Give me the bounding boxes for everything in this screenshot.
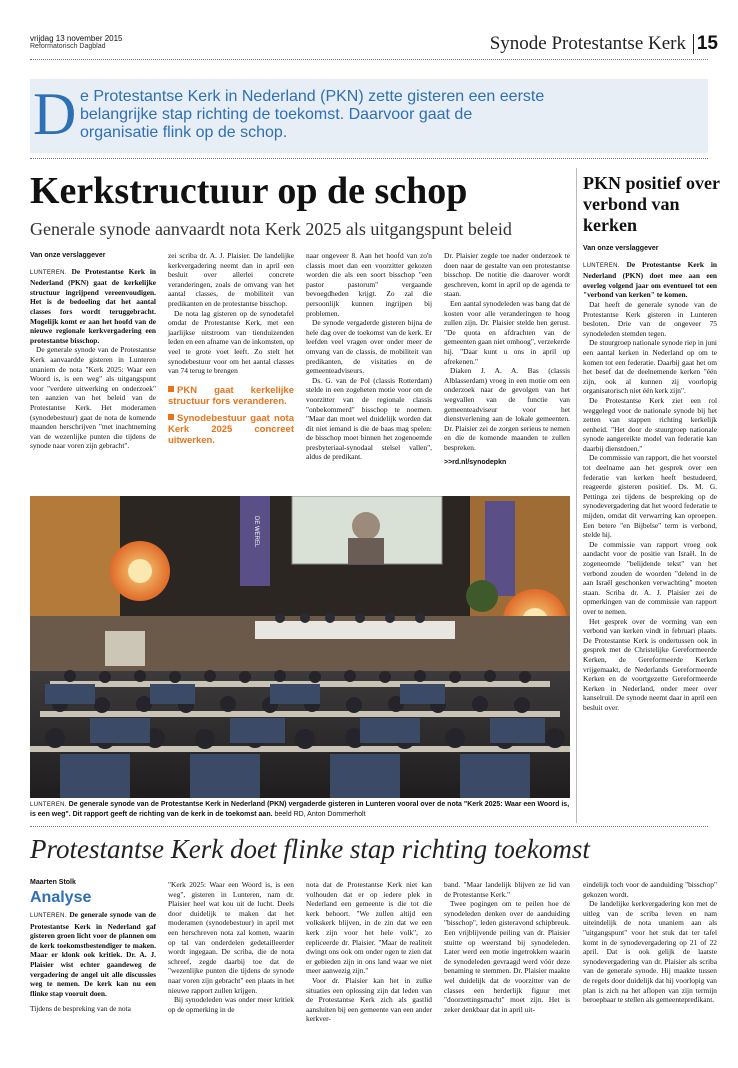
sidebar-paragraph: De Protestantse Kerk ziet een rol weggelegd voor de nationale synode bij het zetten van stappen richting kerkelijk eenheid. "Het door de stuurgroep nationale synode aangereikte model van federatie kan daarbij dienstdoen." (583, 395, 717, 453)
main-headline: Kerkstructuur op de schop (30, 170, 468, 212)
bottom-rule (30, 826, 708, 827)
analysis-paragraph: Bij synodeleden was onder meer kritiek op de opmerking in de (168, 995, 294, 1014)
sidebar-paragraph: De commissie van rapport, die het voorstel tot deelname aan het gesprek over een federatie van kerken heeft bestudeerd, reageerde gisteren positief. Ds. M. G. Pettinga zei tijdens de bespreking op de synodevergadering dat het woord federatie te mijden, omdat dit verwarring kan oproepen. Een betere "en Bijbelse" term is verbond, stelde hij. (583, 453, 717, 540)
pull-quote-2: Synodebestuur gaat nota Kerk 2025 concreet uitwerken. (168, 412, 294, 446)
sidebar-paragraph: De commissie van rapport vroeg ook aandacht voor de positie van Israël. In de zogeneomde "belijdende tekst" van het verbond zouden de woorden "delend in de aan Israël geschonken verwachting" moeten staan. Scriba dr. A. J. Plaisier zei de opmerkingen van de commissie van rapport over te nemen. (583, 539, 717, 616)
section-title: Synode Protestantse Kerk (489, 33, 686, 54)
sidebar-lead: De Protestantse Kerk in Nederland (PKN) doet mee aan een overleg volgend jaar om eventueel tot een "verbond van kerken" te komen. (583, 259, 717, 300)
analysis-paragraph: De landelijke kerkvergadering kon met de uitleg van de scriba leven en nam uiteindelijk de nota unaniem aan als "uitgangspunt" voor het stuk dat ter tafel komt in de synodevergadering op 21 of 22 april. Dat is ook gelijk de laatste synodevergadering van dr. Plaisier als scriba van de generale synode. Hij maakte tussen de regels door duidelijk dat hij voorlopig van plan is zich na het aflopen van zijn termijn beroepbaar te stellen als gemeentepredikant. (583, 899, 717, 1005)
sidebar-paragraph: De stuurgroep nationale synode riep in juni een aantal kerken in Nederland op om te komen tot een federatie. Daarbij gaat het om het besef dat de deelnemende kerken "één zijn, ook al kunnen zij voorlopig organisatorisch niet één kerk zijn". (583, 338, 717, 396)
analysis-column-5 (583, 880, 717, 1005)
square-bullet-icon (168, 386, 174, 392)
square-bullet-icon (168, 414, 174, 420)
main-paragraph: Diaken J. A. A. Bas (classis Alblasserdam) vroeg in een motie om een onderzoek naar de gevolgen van het wegvallen van de functie van gemeenteadviseur voor het dienstverlening aan de lokale gemeenten. Dr. Plaisier zei de zorgen serieus te nemen en die de komende maanden te zullen bespreken. (444, 366, 570, 452)
main-paragraph: naar ongeveer 8. Aan het hoofd van zo'n classis moet dan een voorzitter gekozen worden die als een soort bisschop "een pastor pastorum" vergaande bevoegdheden krijgt. Zo zal die persoonlijk kunnen ingrijpen bij problemen. (306, 251, 432, 318)
pull-quote-1: PKN gaat kerkelijke structuur fors veranderen. (168, 384, 294, 407)
synod-photo (30, 496, 570, 798)
main-column-2 (168, 251, 294, 446)
header-divider (693, 34, 694, 54)
intro-dropcap: D (33, 81, 77, 147)
analysis-lead: De generale synode van de Protestantse Kerk in Nederland gaf gisteren groen licht voor de plannen om de kerk toekomstbestendiger te maken. Maar er klonk ook kritiek. Dr. A. J. Plaisier wist echter gaandeweg de vergadering de angel uit alle discussies weg te nemen. De kerk kan nu een flinke stap vooruit doen. (30, 910, 156, 998)
analysis-column-4 (444, 880, 570, 1014)
main-column-1 (30, 251, 156, 451)
sidebar-column: Van onze verslaggever LUNTEREN. De Protestantse Kerk in Nederland (PKN) doet mee aan een overleg volgend jaar om eventueel tot een "verbond van kerken" te komen. Dat heeft de generale synode van de Protestantse Kerk gisteren in Lunteren besloten. Drie van de ongeveer 75 synodeleden stemden tegen. De stuurgroep nationale synode riep in juni een aantal kerken in Nederland op om te komen tot een federatie. Daarbij gaat het om het besef dat de deelnemende kerken "één zijn, ook al kunnen zij voorlopig organisatorisch niet één kerk zijn". De Protestantse Kerk ziet een rol weggelegd voor de nationale synode bij het zetten van stappen richting kerkelijk eenheid. "Het door de stuurgroep nationale synode aangereikte model van federatie kan daarbij dienstdoen." De commissie van rapport, die het voorstel tot deelname aan het gesprek over een federatie van kerken heeft bestudeerd, reageerde gisteren positief. Ds. M. G. Pettinga zei tijdens de bespreking op de synodevergadering dat het woord federatie te mijden, omdat dit verwarring kan oproepen. Een betere "en Bijbelse" term is verbond, stelde hij. De commissie van rapport vroeg ook aandacht voor de positie van Israël. In de zogeneomde "belijdende tekst" van het verbond zouden de woorden "delend in de aan Israël geschonken verwachting" moeten staan. Scriba dr. A. J. Plaisier zei de opmerkingen van de commissie van rapport over te nemen. Het gesprek over de vorming van een verbond van kerken vindt in februari plaats. De Protestantse Kerk is ondertussen ook in gesprek met de Christelijke Gereformeerde Kerken, de Gereformeerde Kerken vrijgemaakt, de Nederlands Gereformeerde Kerken en de voortgezette Gereformeerde Kerken in Nederland, onder meer over kanselruil. De synode neemt daar in april een besluit over. (583, 245, 717, 712)
sidebar-paragraph: Dat heeft de generale synode van de Protestantse Kerk gisteren in Lunteren besloten. Drie van de ongeveer 75 synodeleden stemden tegen. (583, 299, 717, 338)
sidebar-headline: PKN positief over verbond van kerken (583, 173, 720, 235)
sidebar-divider (576, 168, 577, 823)
main-paragraph: zei scriba dr. A. J. Plaisier. De landelijke kerkvergadering neemt dan in april een besluit over allerlei concrete veranderingen, zoals de omvang van het aantal classes, de mobiliteit van predikanten en de protestantse bisschop. (168, 251, 294, 308)
analysis-paragraph: Twee pogingen om te peilen hoe de synodeleden denken over de aanduiding "bisschop", leden gisteravond schipbreuk. Een vrijblijvende peiling van dr. Plaisier stuitte op weerstand bij synodeleden. Later werd een motie ingetrokken waarin de synodeleden gevraagd werd vóór deze benaming te stemmen. Dr. Plaisier maakte wel duidelijk dat de voorzitter van de classes een herderlijk figuur met "doorzettingsmacht" moet zijn. Het is zeker denkbaar dat in april uit- (444, 899, 570, 1014)
analysis-paragraph: band. "Maar landelijk blijven ze lid van de Protestantse Kerk." (444, 880, 570, 899)
analysis-column-3 (306, 880, 432, 1024)
analysis-headline: Protestantse Kerk doet flinke stap richting toekomst (30, 834, 590, 864)
analysis-paragraph: nota dat de Protestantse Kerk niet kan volhouden dat er op iedere plek in Nederland een gemeente is die tot die kerk behoort. "We zullen altijd een volkskerk blijven, in de zin dat we een kerk zijn voor het hele volk", zo repliceerde dr. Plaisier. "Maar de realiteit dwingt ons ook om onder ogen te zien dat er gebieden zijn in ons land waar we niet meer aanwezig zijn." (306, 880, 432, 976)
header-rule (30, 59, 708, 60)
analysis-paragraph: Voor dr. Plaisier kan het in zulke situaties een oplossing zijn dat leden van de Protestantse Kerk zich als gastlid aansluiten bij een gemeente van een ander kerkver- (306, 975, 432, 1024)
main-paragraph: De nota lag gisteren op de synodetafel omdat de Protestantse Kerk, met een jaarlijkse uitstroom van tienduizenden leden en een afname van de inkomsten, op veel te grote voet leeft. Zo stelt het synodebestuur voor om het aantal classes van 74 terug te brengen (168, 308, 294, 376)
main-subhead: Generale synode aanvaardt nota Kerk 2025 als uitgangspunt beleid (30, 219, 512, 239)
analysis-author: Maarten Stolk (30, 879, 76, 886)
synod-hall-image (30, 496, 570, 798)
main-paragraph: Ds. G. van de Pol (classis Rotterdam) stelde in een zogeheten motie voor om de voorzitter van de regionale classis "onbekommerd" bisschop te noemen. "Maar dan moet wel duidelijk worden dat dit niet iemand is die de baas mag spelen: de bisschop moet binnen het zogenoemde presbyteriaal-synodaal stelsel vallen", aldus de predikant. (306, 375, 432, 462)
main-paragraph: Dr. Plaisier zegde toe nader onderzoek te doen naar de gestalte van een protestantse bisschop. De notitie die daarover wordt geschreven, komt in april op de agenda te staan. (444, 251, 570, 299)
photo-credit: beeld RD, Anton Dommerholt (274, 811, 366, 818)
analysis-label: Analyse (30, 889, 92, 906)
page-number: 15 (696, 33, 718, 54)
main-lead: De Protestantse Kerk in Nederland (PKN) gaat de kerkelijke structuur ingrijpend vereenvoudigen. Het is de bedoeling dat het aantal classes fors wordt teruggebracht. Mogelijk komt er aan het hoofd van de nieuwe regionale kerkvergadering een protestantse bisschop. (30, 266, 156, 345)
sidebar-paragraph: Het gesprek over de vorming van een verbond van kerken vindt in februari plaats. De Protestantse Kerk is ondertussen ook in gesprek met de Christelijke Gereformeerde Kerken, de Gereformeerde Kerken vrijgemaakt, de Nederlands Gereformeerde Kerken en de voortgezette Gereformeerde Kerken in Nederland, onder meer over kanselruil. De synode neemt daar in april een besluit over. (583, 616, 717, 712)
main-paragraph: Een aantal synodeleden was bang dat de kosten voor alle veranderingen te hoog zullen zijn. Dr. Plaisier stelde hen gerust. "De quota en afdrachten van de gemeenten gaan niet omhoog", verzekerde hij. "Daar kunt u ons in april op afrekenen." (444, 298, 570, 366)
main-column-4 (444, 251, 570, 468)
intro-text: e Protestantse Kerk in Nederland (PKN) zette gisteren een eerste belangrijke stap richting de toekomst. Daarvoor gaat de organisatie flink op de schop. (80, 88, 545, 141)
analysis-column-2 (168, 880, 294, 1014)
issue-date: vrijdag 13 november 2015 (30, 34, 123, 43)
main-paragraph: De generale synode van de Protestantse Kerk aanvaardde gisteren in Lunteren unaniem de nota "Kerk 2025: Waar een Woord is, is een weg" als uitgangspunt voor "verdere uitwerking en onderzoek" ten aanzien van het beleid van de Protestantse Kerk. Het moderamen (synodebestuur) gaat de nota de komende maanden herschrijven "met inachtneming van de wezenlijke punten die tijdens de synode naar voren zijn gebracht". (30, 345, 156, 451)
main-paragraph: De synode vergaderde gisteren bijna de hele dag over de toekomst van de kerk. Er leefden veel vragen over onder meer de omvang van de classis, de mobiliteit van predikanten, de visitaties en de gemeenteadviseurs. (306, 318, 432, 376)
photo-caption: LUNTEREN. De generale synode van de Protestantse Kerk in Nederland (PKN) vergaderde gisteren in Lunteren vooral over de nota "Kerk 2025: Waar een Woord is, is een weg". Dit rapport geeft de richting van de kerk in de toekomst aan. beeld RD, Anton Dommerholt (30, 801, 570, 818)
banner-text: DE WEREL (253, 516, 259, 548)
main-byline: Van onze verslaggever (30, 252, 106, 259)
newspaper-name: Reformatorisch Dagblad (30, 43, 106, 50)
sidebar-byline: Van onze verslaggever (583, 245, 659, 252)
analysis-paragraph: Tijdens de bespreking van de nota (30, 1004, 131, 1014)
analysis-paragraph: eindelijk toch voor de aanduiding "bisschop" gekozen wordt. (583, 880, 717, 899)
main-column-3 (306, 251, 432, 462)
dateline: LUNTEREN. (30, 269, 67, 276)
intro-rule (30, 158, 708, 159)
analysis-column-1: LUNTEREN. De generale synode van de Protestantse Kerk in Nederland gaf gisteren groen licht voor de plannen om de kerk toekomstbestendiger te maken. Maar er klonk ook kritiek. Dr. A. J. Plaisier wist echter gaandeweg de vergadering de angel uit alle discussies weg te nemen. De kerk kan nu een flinke stap vooruit doen. Tijdens de bespreking van de nota (30, 910, 156, 1014)
web-link[interactable]: >>rd.nl/synodepkn (444, 459, 507, 467)
analysis-paragraph: "Kerk 2025: Waar een Woord is, is een weg", gisteren in Lunteren, nam dr. Plaisier heel wat kou uit de lucht. Deels door duidelijk te maken dat het moderamen (synodebestuur) in april met een herschreven nota zal komen, waarin op tal van onderdelen gedetailleerder wordt ingegaan. De scriba, die de nota schreef, zegde daarbij toe dat de "wezenlijke punten die tijdens de synode naar voren zijn gebracht" een plaats in het nieuwe rapport zullen krijgen. (168, 880, 294, 995)
